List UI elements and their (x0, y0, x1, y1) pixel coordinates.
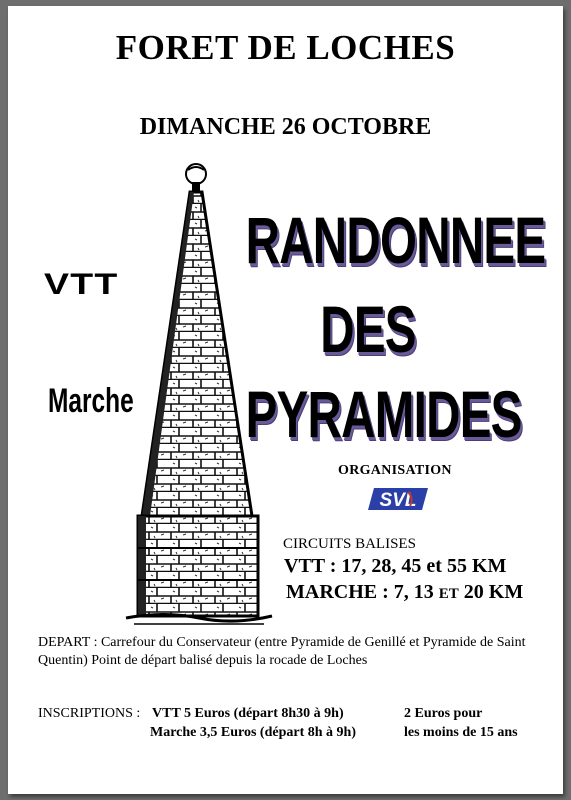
poster-title: FORET DE LOCHES (115, 28, 456, 67)
organisation-label: ORGANISATION (338, 463, 452, 478)
svg-text:SVL: SVL (379, 490, 417, 511)
marche-distances-suffix: 20 KM (458, 581, 524, 603)
price-note-line-2: les moins de 15 ans (404, 725, 518, 740)
vtt-distances: VTT : 17, 28, 45 et 55 KM (284, 555, 507, 577)
marche-distances-prefix: MARCHE : 7, 13 (286, 581, 439, 603)
marche-distances-et: ET (438, 586, 459, 602)
inscription-marche: Marche 3,5 Euros (départ 8h à 9h) (150, 725, 356, 740)
circuits-label: CIRCUITS BALISES (283, 536, 416, 552)
headline-line-1: RANDONNEE (245, 203, 546, 277)
inscriptions-label: INSCRIPTIONS : (38, 706, 141, 721)
event-date: DIMANCHE 26 OCTOBRE (139, 114, 432, 140)
side-label-vtt: VTT (44, 268, 119, 301)
svl-club-logo (368, 484, 430, 514)
side-label-marche: Marche (48, 382, 134, 420)
depart-info: DEPART : Carrefour du Conservateur (entre Pyramide de Genillé et Pyramide de Saint Quentin) Point de départ balisé depuis la rocade de Loches (38, 635, 526, 668)
marche-distances (286, 581, 523, 604)
headline-line-3: PYRAMIDES (245, 377, 522, 451)
poster-page (8, 6, 563, 794)
inscription-vtt: VTT 5 Euros (départ 8h30 à 9h) (152, 706, 344, 721)
headline-line-2: DES (320, 292, 416, 366)
price-note-line-1: 2 Euros pour (404, 706, 483, 721)
